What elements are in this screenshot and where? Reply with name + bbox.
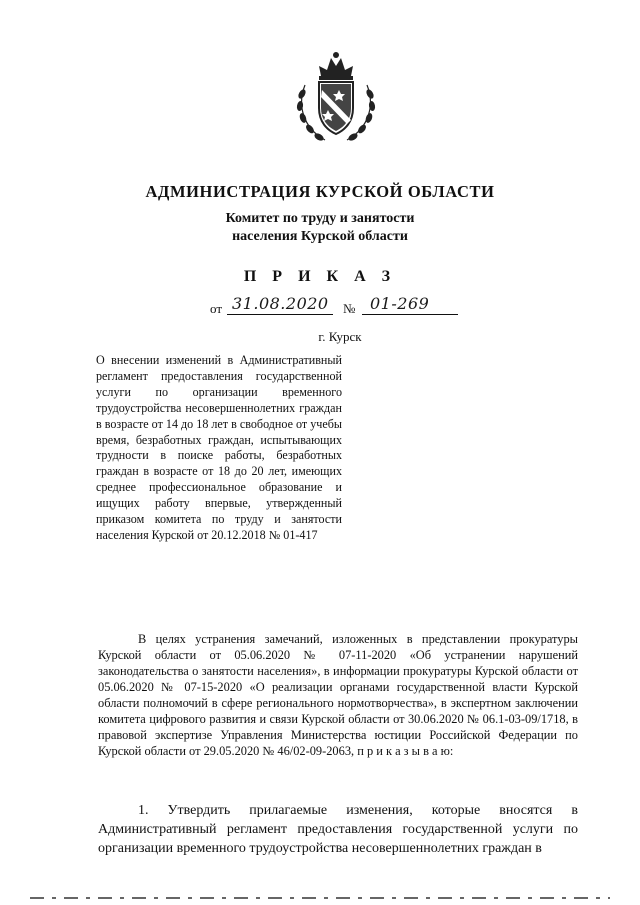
date-underline (227, 314, 333, 315)
coat-of-arms-icon (295, 50, 377, 146)
page-bottom-dashed-rule (0, 895, 640, 901)
handwritten-number: 01-269 (370, 294, 430, 313)
order-title: П Р И К А З (243, 268, 397, 285)
handwritten-date: 31.08.2020 (232, 294, 329, 313)
order-subject: О внесении изменений в Административный регламент предоставления государственной услуги по организации временного трудоустройства несовершеннолетних граждан в возрасте от 14 до 18 лет в свободное от учебы время, безработных граждан, испытывающих трудности в поиске работы, безработных граждан в возрасте от 18 до 20 лет, имеющих среднее профессиональное образование и ищущих работу впервые, утвержденный приказом комитета по труду и занятости населения Курской от 20.12.2018 № 01-417 (96, 353, 342, 542)
order-date-number-line (210, 296, 460, 318)
city-label: г. Курск (318, 329, 362, 344)
number-underline (362, 314, 458, 315)
committee-name-line1: Комитет по труду и занятости (225, 211, 415, 226)
body-paragraph-preamble: В целях устранения замечаний, изложенных в представлении прокуратуры Курской области от 05.06.2020 № 07-11-2020 «Об устранении нарушений законодательства о занятости населения», в информации прокуратуры Курской области от 05.06.2020 № 07-15-2020 «О реализации органами государственной власти Курской области полномочий в сфере регионального нормотворчества», в экспертном заключении комитета цифрового развития и связи Курской области от 30.06.2020 № 06.1-03-09/1718, в правовой экспертизе Управления Министерства юстиции Российской Федерации по Курской области от 29.05.2020 № 46/02-09-2063, п р и к а з ы в а ю: (98, 632, 578, 758)
body-paragraph-item-1: 1. Утвердить прилагаемые изменения, которые вносятся в Административный регламент предоставления государственной услуги по организации временного трудоустройства несовершеннолетних граждан в (98, 803, 578, 856)
number-prefix: № (343, 301, 356, 316)
date-prefix: от (210, 301, 223, 316)
organization-title: АДМИНИСТРАЦИЯ КУРСКОЙ ОБЛАСТИ (145, 182, 495, 201)
committee-name-line2: населения Курской области (232, 229, 408, 244)
